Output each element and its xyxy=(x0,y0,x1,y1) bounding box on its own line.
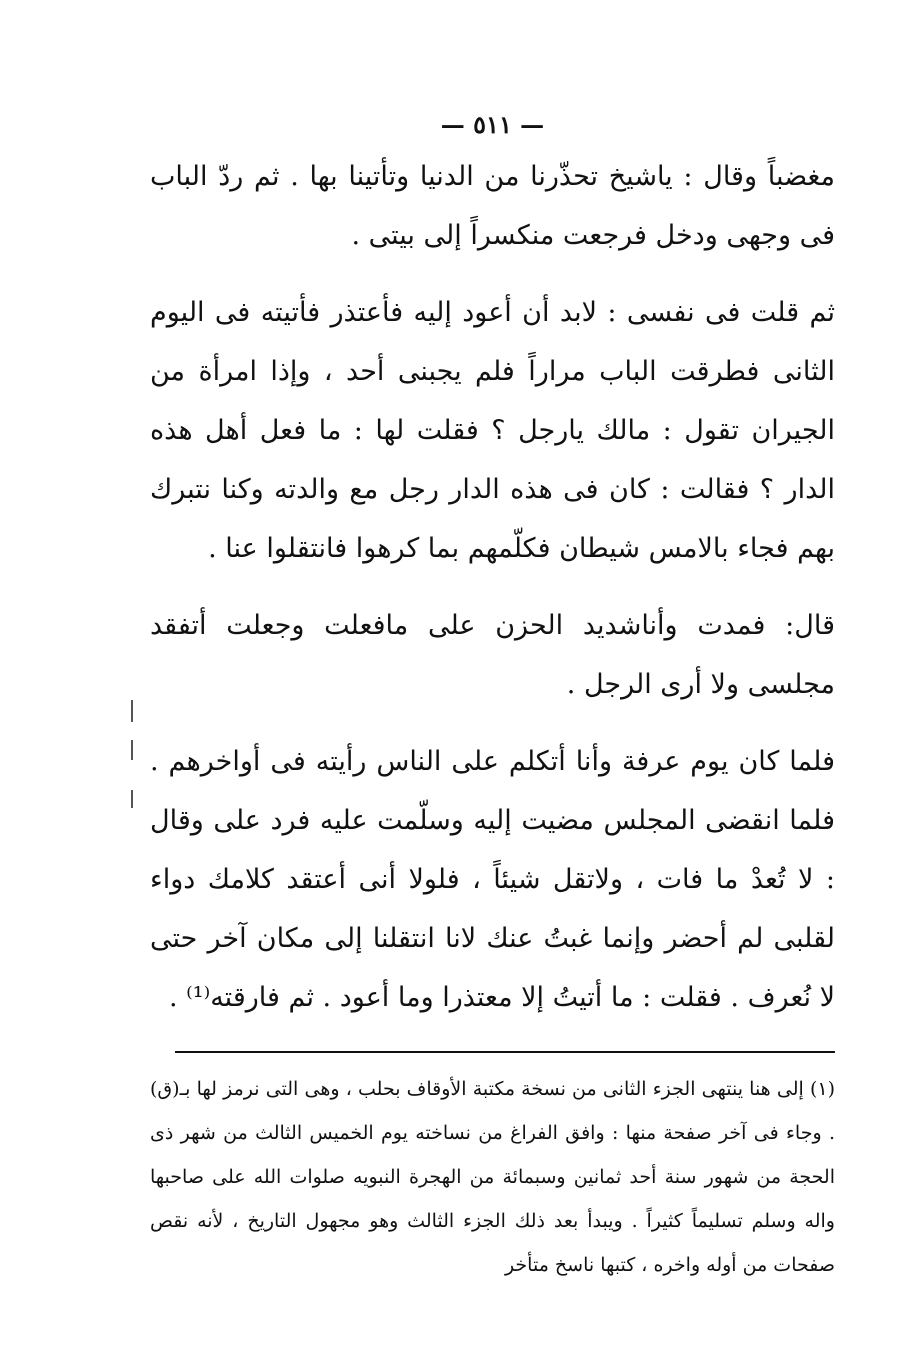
paragraph: قال: فمدت وأناشديد الحزن على مافعلت وجعلت أتفقد مجلسى ولا أرى الرجل . xyxy=(150,610,835,700)
footnote xyxy=(150,1067,835,1287)
footnote-separator xyxy=(175,1051,835,1053)
footnote-text: (١) إلى هنا ينتهى الجزء الثانى من نسخة مكتبة الأوقاف بحلب ، وهى التى نرمز لها بـ(ق) . وجاء فى آخر صفحة منها : وافق الفراغ من نساخته يوم الخميس الثالث من شهر ذى الحجة من شهور سنة أحد ثمانين وسبمائة من الهجرة النبويه صلوات الله على صاحبها واله وسلم تسليماً كثيراً . ويبدأ بعد ذلك الجزء الثالث وهو مجهول التاريخ ، لأنه نقص صفحات من أوله واخره ، كتبها ناسخ متأخر xyxy=(150,1078,835,1276)
paragraph: مغضباً وقال : ياشيخ تحذّرنا من الدنيا وتأتينا بها . ثم ردّ الباب فى وجهى ودخل فرجعت منكسراً إلى بيتى . xyxy=(150,161,835,251)
paragraph: فلما كان يوم عرفة وأنا أتكلم على الناس رأيته فى أواخرهم . فلما انقضى المجلس مضيت إليه وسلّمت عليه فرد على وقال : لا تُعدْ ما فات ، ولاتقل شيئاً ، فلولا أنى أعتقد كلامك دواء لقلبى لم أحضر وإنما غبتُ عنك لانا انتقلنا إلى مكان آخر حتى لا نُعرف . فقلت : ما أتيتُ إلا معتذرا وما أعود . ثم فارقته⁽¹⁾ . xyxy=(150,746,835,1013)
margin-mark xyxy=(131,790,133,808)
book-page xyxy=(150,100,835,1330)
page-number: — ٥١١ — xyxy=(440,110,545,139)
paragraph: ثم قلت فى نفسى : لابد أن أعود إليه فأعتذر فأتيته فى اليوم الثانى فطرقت الباب مراراً فلم يجبنى أحد ، وإذا امرأة من الجيران تقول : مالك يارجل ؟ فقلت لها : ما فعل أهل هذه الدار ؟ فقالت : كان فى هذه الدار رجل مع والدته وكنا نتبرك بهم فجاء بالامس شيطان فكلّمهم بما كرهوا فانتقلوا عنا . xyxy=(150,297,835,564)
margin-mark xyxy=(131,740,133,760)
margin-mark xyxy=(131,700,133,722)
main-text xyxy=(150,147,835,1027)
